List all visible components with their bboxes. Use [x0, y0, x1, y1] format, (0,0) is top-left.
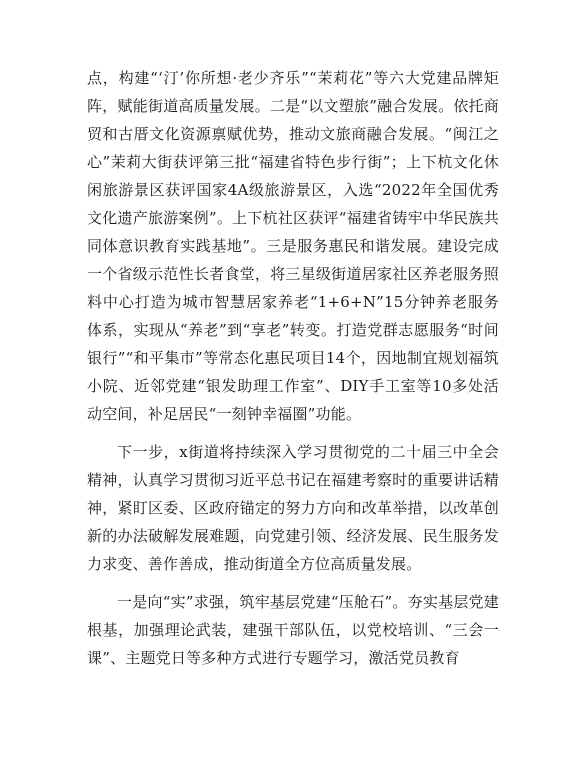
- paragraph-1: 点，构建“‘汀’你所想·老少齐乐”“茉莉花”等六大党建品牌矩阵，赋能街道高质量发展。二是“以文塑旅”融合发展。依托商贸和古厝文化资源禀赋优势，推动文旅商融合发展。“闽江之心”茉莉大街获评第三批“福建省特色步行街”；上下杭文化休闲旅游景区获评国家4A级旅游景区，入选“2022年全国优秀文化遗产旅游案例”。上下杭社区获评“福建省铸牢中华民族共同体意识教育实践基地”。三是服务惠民和谐发展。建设完成一个省级示范性长者食堂，将三星级街道居家社区养老服务照料中心打造为城市智慧居家养老“1+6+N”15分钟养老服务体系，实现从“养老”到“享老”转变。打造党群志愿服务“时间银行”“和平集市”等常态化惠民项目14个，因地制宜规划福筑小院、近邻党建“银发助理工作室”、DIY手工室等10多处活动空间，补足居民“一刻钟幸福圈”功能。: [87, 69, 499, 423]
- document-body: [87, 64, 499, 672]
- paragraph-3: 一是向“实”求强，筑牢基层党建“压舱石”。夯实基层党建根基，加强理论武装，建强干部队伍，以党校培训、“三会一课”、主题党日等多种方式进行专题学习，激活党员教育: [87, 593, 499, 667]
- paragraph-2: 下一步，x街道将持续深入学习贯彻党的二十届三中全会精神，认真学习贯彻习近平总书记在福建考察时的重要讲话精神，紧盯区委、区政府锚定的努力方向和改革举措，以改革创新的办法破解发展难题，向党建引领、经济发展、民生服务发力求变、善作善成，推动街道全方位高质量发展。: [87, 443, 499, 573]
